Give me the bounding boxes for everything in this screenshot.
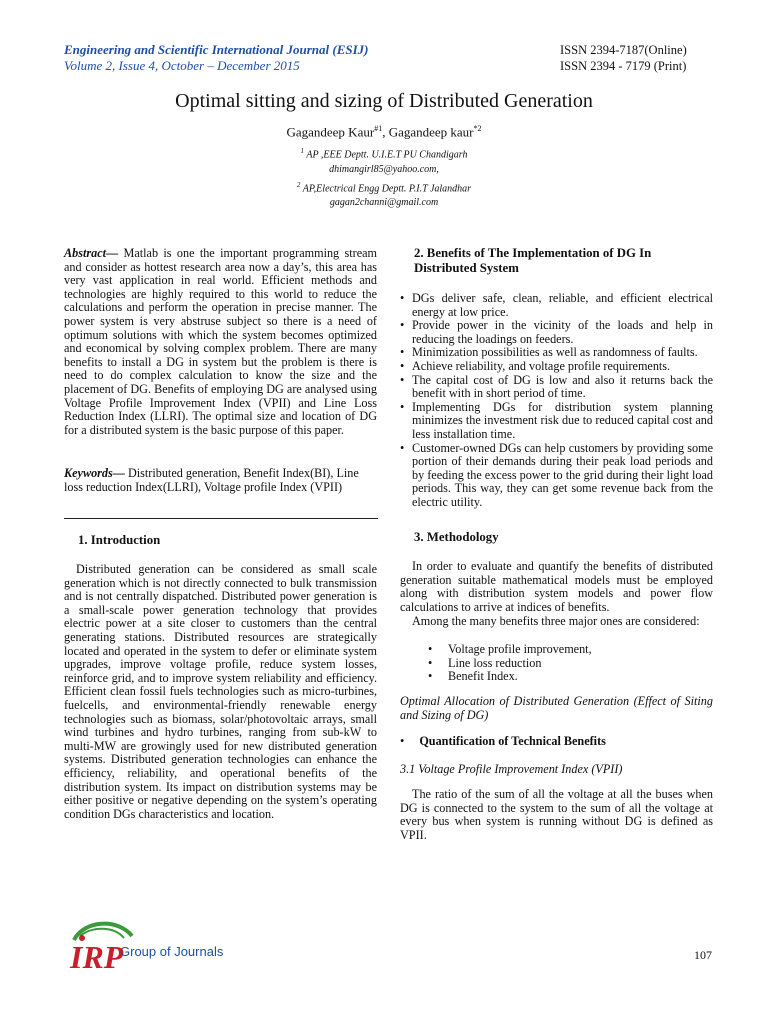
quantification-heading: Quantification of Technical Benefits bbox=[419, 734, 606, 748]
author-separator: , bbox=[382, 124, 389, 140]
list-item: • Line loss reduction bbox=[428, 655, 542, 670]
bullet-6: • bbox=[400, 440, 405, 455]
journal-volume: Volume 2, Issue 4, October – December 2015 bbox=[64, 58, 300, 73]
bullet-2: • bbox=[400, 345, 405, 360]
affiliation-2 bbox=[0, 179, 768, 195]
list-item: • DGs deliver safe, clean, reliable, and efficient electrical energy at low price. bbox=[400, 291, 713, 319]
benefits-list bbox=[400, 292, 713, 510]
author-2-sup: *2 bbox=[473, 124, 482, 133]
quantification-bullet: • bbox=[400, 734, 405, 748]
author-2: Gagandeep kaur bbox=[388, 124, 474, 140]
vpii-text: The ratio of the sum of all the voltage at all the buses when DG is connected to the system to the sum of all the voltage at every bus when system is running without DG is defined as VPII. bbox=[400, 787, 713, 842]
sub-bullet-0: • bbox=[428, 642, 433, 656]
logo-letters: IRP bbox=[70, 939, 124, 975]
introduction-text: Distributed generation can be considered as small scale generation which is not directly connected to bulk transmission and is not centrally dispatched. Distributed power generation is a small-scale power generation technology that provides electric power at a site closer to customers than the central generating stations. Distributed resources are strategically located and operated in the system to defer or eliminate system upgrades, improve voltage profile, reduce system losses, reinforce grid, and to improve system reliability and efficiency. Efficient clean fossil fuels technologies such as micro-turbines, fuelcells, and environmental-friendly renewable energy technologies such as biomass, solar/photovoltaic arrays, small wind turbines and hydro turbines, ranging from sub-kW to multi-MW are growingly used for new distributed generation systems. Distributed generation technologies can enhance the efficiency, reliability, and operational benefits of the distribution system. Its impact on distribution systems may be either positive or negative depending on the system’s operating condition DGs characteristics and location. bbox=[64, 562, 377, 821]
methodology-para-1: In order to evaluate and quantify the benefits of distributed generation suitable mathematical models must be employed along with distribution system models and power flow calculations to arrive at indices of benefits. bbox=[400, 559, 713, 614]
bullet-4: • bbox=[400, 372, 405, 387]
affiliation-1 bbox=[0, 145, 768, 161]
bullet-1: • bbox=[400, 318, 405, 333]
keywords-label: Keywords— bbox=[64, 466, 125, 480]
author-1: Gagandeep Kaur bbox=[286, 124, 375, 140]
issn-print: ISSN 2394 - 7179 (Print) bbox=[560, 59, 687, 73]
list-item: • Benefit Index. bbox=[428, 669, 518, 684]
email-1: dhimangirl85@yahoo.com, bbox=[329, 164, 439, 175]
author-line bbox=[0, 124, 768, 140]
affiliation-1-sup: 1 bbox=[300, 147, 305, 155]
methodology-list bbox=[400, 643, 713, 684]
bullet-0: • bbox=[400, 291, 405, 305]
bullet-3: • bbox=[400, 358, 405, 373]
bullet-5: • bbox=[400, 399, 405, 414]
list-item: • The capital cost of DG is low and also it returns back the benefit with in short period of time. bbox=[400, 372, 713, 401]
methodology-heading: 3. Methodology bbox=[414, 530, 499, 544]
affiliation-1-text: AP ,EEE Deptt. U.I.E.T PU Chandigarh bbox=[306, 149, 468, 161]
author-1-sup: #1 bbox=[374, 124, 383, 133]
sub-bullet-1: • bbox=[428, 655, 433, 670]
abstract-text: Matlab is one the important programming stream and consider as hottest research area now a day’s, this area has very vast application in real world. Efficient methods and technologies are highly required to this world to reduce the calculations and perform the operation in precise manner. The power system is very abstruse subject so there is a need of optimum solutions with which the system becomes optimized and economical by solving complex problem. There are many benefits to install a DG in system but the problem is there is need to do complex calculation to know the size and the placement of DG. Benefits of employing DG are analysed using Voltage Profile Improvement Index (VPII) and Line Loss Reduction Index (LLRI). The optimal size and location of DG for a distributed system is the basic purpose of this paper. bbox=[64, 246, 377, 437]
list-item: • Customer-owned DGs can help customers by providing some portion of their demands during their peak load periods and by feeding the excess power to the grid during their light load periods. This way, they can get some revenue back from the electric utility. bbox=[400, 440, 713, 509]
journal-name: Engineering and Scientific International Journal (ESIJ) bbox=[64, 42, 369, 57]
list-item: • Implementing DGs for distribution system planning minimizes the investment risk due to reduced capital cost and less installation time. bbox=[400, 399, 713, 441]
abstract bbox=[64, 247, 377, 437]
list-item: • Minimization possibilities as well as randomness of faults. bbox=[400, 345, 698, 360]
vpii-subsection-heading: 3.1 Voltage Profile Improvement Index (VPII) bbox=[400, 762, 623, 776]
affiliation-2-sup: 2 bbox=[296, 181, 301, 189]
issn-block bbox=[560, 42, 720, 74]
email-2: gagan2channi@gmail.com bbox=[329, 197, 439, 208]
sub-bullet-2: • bbox=[428, 669, 433, 684]
introduction-heading: 1. Introduction bbox=[78, 533, 161, 547]
benefits-heading: 2. Benefits of The Implementation of DG In Distributed System bbox=[414, 246, 652, 275]
page-number: 107 bbox=[694, 948, 712, 962]
section-divider bbox=[64, 518, 378, 519]
keywords bbox=[64, 467, 377, 494]
affiliation-2-text: AP,Electrical Engg Deptt. P.I.T Jalandhar bbox=[302, 183, 472, 195]
quantification-row bbox=[400, 735, 713, 749]
keywords-text: Distributed generation, Benefit Index(BI), Line loss reduction Index(LLRI), Voltage profile Index (VPII) bbox=[64, 466, 359, 494]
list-item: • Achieve reliability, and voltage profile requirements. bbox=[400, 358, 671, 373]
paper-title: Optimal sitting and sizing of Distributed Generation bbox=[175, 90, 593, 112]
list-item: • Voltage profile improvement, bbox=[428, 642, 592, 656]
logo-text: Group of Journals bbox=[120, 944, 224, 959]
journal-header bbox=[64, 42, 484, 74]
methodology-para-2: Among the many benefits three major ones are considered: bbox=[412, 614, 700, 628]
list-item: • Provide power in the vicinity of the loads and help in reducing the loadings on feeders. bbox=[400, 318, 713, 346]
optimal-allocation-heading: Optimal Allocation of Distributed Generation (Effect of Siting and Sizing of DG) bbox=[400, 694, 713, 722]
issn-online: ISSN 2394-7187(Online) bbox=[560, 43, 687, 57]
abstract-label: Abstract— bbox=[64, 246, 119, 260]
